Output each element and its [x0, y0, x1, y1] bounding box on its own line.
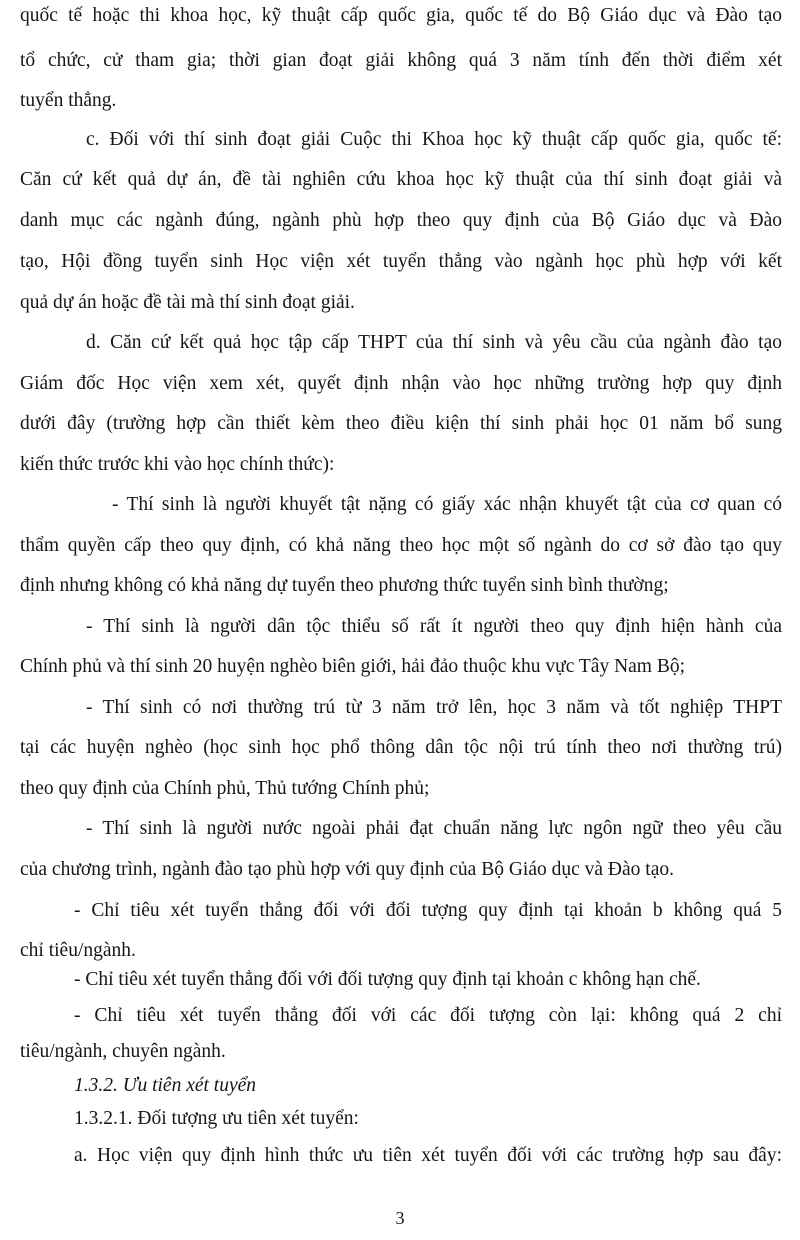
text-line: tiêu/ngành, chuyên ngành.: [20, 1041, 226, 1062]
section-heading: 1.3.2. Ưu tiên xét tuyển: [74, 1075, 257, 1096]
text-line: - Chỉ tiêu xét tuyển thẳng đối với các đối tượng còn lại: không quá 2 chỉ: [74, 1005, 782, 1026]
text-line: d. Căn cứ kết quả học tập cấp THPT của thí sinh và yêu cầu của ngành đào tạo: [86, 332, 782, 353]
text-line: tạo, Hội đồng tuyển sinh Học viện xét tuyển thẳng vào ngành học phù hợp với kết: [20, 251, 782, 272]
text-line: Căn cứ kết quả dự án, đề tài nghiên cứu khoa học kỹ thuật của thí sinh đoạt giải và: [20, 169, 782, 190]
text-line: - Chỉ tiêu xét tuyển thẳng đối với đối tượng quy định tại khoản c không hạn chế.: [74, 969, 701, 990]
text-line: quả dự án hoặc đề tài mà thí sinh đoạt giải.: [20, 292, 355, 313]
text-line: theo quy định của Chính phủ, Thủ tướng Chính phủ;: [20, 778, 430, 799]
text-line: kiến thức trước khi vào học chính thức):: [20, 454, 335, 475]
text-line: thẩm quyền cấp theo quy định, có khả năng theo học một số ngành do cơ sở đào tạo quy: [20, 535, 782, 556]
page-number: 3: [395, 1208, 405, 1228]
text-line: dưới đây (trường hợp cần thiết kèm theo điều kiện thí sinh phải học 01 năm bổ sung: [20, 413, 782, 434]
text-line: tại các huyện nghèo (học sinh học phổ thông dân tộc nội trú tính theo nơi thường trú): [20, 737, 782, 758]
text-line: - Thí sinh là người khuyết tật nặng có giấy xác nhận khuyết tật của cơ quan có: [112, 494, 782, 515]
text-line: chỉ tiêu/ngành.: [20, 940, 136, 961]
text-line: của chương trình, ngành đào tạo phù hợp với quy định của Bộ Giáo dục và Đào tạo.: [20, 859, 674, 880]
text-line: - Thí sinh là người dân tộc thiểu số rất ít người theo quy định hiện hành của: [86, 616, 782, 637]
text-line: quốc tế hoặc thi khoa học, kỹ thuật cấp quốc gia, quốc tế do Bộ Giáo dục và Đào tạo: [20, 5, 782, 26]
text-line: Giám đốc Học viện xem xét, quyết định nhận vào học những trường hợp quy định: [20, 373, 782, 394]
text-line: c. Đối với thí sinh đoạt giải Cuộc thi Khoa học kỹ thuật cấp quốc gia, quốc tế:: [86, 129, 782, 150]
text-line: định nhưng không có khả năng dự tuyển theo phương thức tuyển sinh bình thường;: [20, 575, 669, 596]
text-line: Chính phủ và thí sinh 20 huyện nghèo biên giới, hải đảo thuộc khu vực Tây Nam Bộ;: [20, 656, 686, 677]
subsection-heading: 1.3.2.1. Đối tượng ưu tiên xét tuyển:: [74, 1108, 359, 1129]
text-line: - Chỉ tiêu xét tuyển thẳng đối với đối tượng quy định tại khoản b không quá 5: [74, 900, 782, 921]
text-line: tổ chức, cử tham gia; thời gian đoạt giải không quá 3 năm tính đến thời điểm xét: [20, 50, 782, 71]
text-line: danh mục các ngành đúng, ngành phù hợp theo quy định của Bộ Giáo dục và Đào: [20, 210, 782, 231]
text-line: - Thí sinh có nơi thường trú từ 3 năm trở lên, học 3 năm và tốt nghiệp THPT: [86, 697, 782, 718]
text-line: - Thí sinh là người nước ngoài phải đạt chuẩn năng lực ngôn ngữ theo yêu cầu: [86, 818, 782, 839]
text-line: a. Học viện quy định hình thức ưu tiên xét tuyển đối với các trường hợp sau đây:: [74, 1145, 782, 1166]
text-line: tuyển thẳng.: [20, 90, 117, 111]
